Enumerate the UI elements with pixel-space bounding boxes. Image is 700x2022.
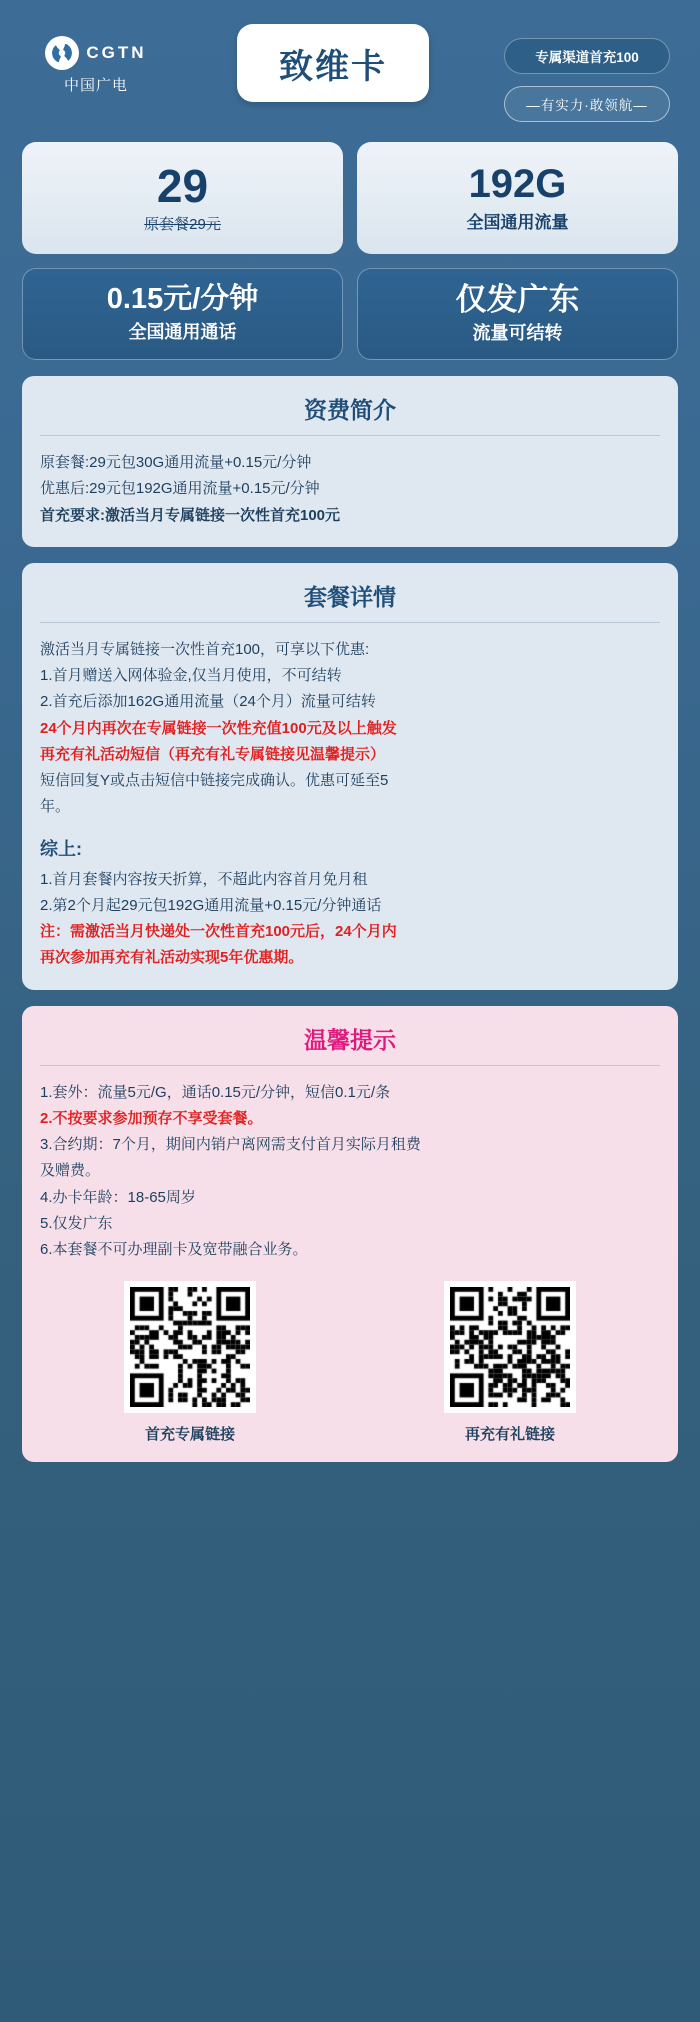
detail-line-highlight: 再充有礼活动短信（再充有礼专属链接见温馨提示） [40,745,386,763]
qr-item[interactable] [124,1281,256,1444]
feature-voice-sub: 全国通用通话 [128,321,237,342]
card-title-box [237,24,429,102]
fee-panel-body [40,435,660,529]
detail-summary-note: 再次参加再充有礼活动实现5年优惠期。 [40,949,304,967]
detail-summary-line: 2.第2个月起29元包192G通用流量+0.15元/分钟通话 [40,896,382,914]
fee-line-requirement: 首充要求:激活当月专属链接一次性首充100元 [40,506,341,524]
detail-panel-title: 套餐详情 [304,583,396,610]
feature-card-region [357,268,678,360]
feature-voice-value: 0.15元/分钟 [106,282,259,315]
feature-data-sub: 全国通用流量 [466,212,569,232]
tips-line-warning: 2.不按要求参加预存不享受套餐。 [40,1109,263,1127]
brand-block [30,24,162,95]
feature-price-value: 29 [156,159,209,212]
qr-first-charge[interactable] [124,1281,256,1413]
qr-item[interactable] [444,1281,576,1444]
tips-line: 3.合约期：7个月，期间内销户离网需支付首月实际月租费 [40,1136,421,1153]
qr-recharge-gift-image [450,1287,570,1407]
detail-summary-heading: 综上: [40,838,82,859]
feature-card-voice [22,268,343,360]
page-title: 致维卡 [279,47,387,86]
fee-panel-title: 资费简介 [304,397,396,423]
qr-first-charge-label: 首充专属链接 [144,1426,235,1444]
feature-card-price [22,142,343,254]
feature-card-data [357,142,678,254]
feature-data-value: 192G [468,161,567,206]
fee-line: 优惠后:29元包192G通用流量+0.15元/分钟 [40,480,320,498]
tips-panel-title: 温馨提示 [304,1026,396,1053]
tips-panel-body [40,1065,660,1445]
detail-summary-line: 1.首月套餐内容按天折算，不超此内容首月免月租 [40,870,368,888]
tips-line: 及赠费。 [40,1162,101,1180]
fee-line: 原套餐:29元包30G通用流量+0.15元/分钟 [40,454,312,471]
header-badges [504,24,670,122]
brand-row [45,36,146,70]
detail-line: 2.首充后添加162G通用流量（24个月）流量可结转 [40,693,376,711]
brand-name: 中国广电 [63,77,128,94]
badge-first-charge: 专属渠道首充100 [504,38,670,74]
detail-line-highlight: 24个月内再次在专属链接一次性充值100元及以上触发 [40,719,397,737]
brand-logo-text: CGTN [86,43,147,62]
feature-price-sub: 原套餐29元 [144,215,221,233]
qr-first-charge-image [130,1287,250,1407]
tips-line: 1.套外：流量5元/G，通话0.15元/分钟，短信0.1元/条 [40,1083,391,1101]
detail-line: 年。 [40,798,71,816]
qr-recharge-gift[interactable] [444,1281,576,1413]
detail-panel-body [40,622,660,972]
detail-panel [22,563,678,990]
feature-region-sub: 流量可结转 [472,322,563,343]
tips-line: 5.仅发广东 [40,1214,113,1232]
broadcast-logo-icon [45,36,79,70]
header [22,14,678,128]
tips-panel [22,1006,678,1463]
detail-summary-note: 注：需激活当月快递处一次性首充100元后，24个月内 [40,923,397,940]
tips-line: 4.办卡年龄：18-65周岁 [40,1188,196,1206]
detail-line: 短信回复Y或点击短信中链接完成确认。优惠可延至5 [40,772,389,789]
feature-region-value: 仅发广东 [455,281,580,317]
detail-line: 激活当月专属链接一次性首充100，可享以下优惠: [40,640,370,658]
feature-grid [22,142,678,360]
fee-panel [22,376,678,547]
badge-slogan: —有实力·敢领航— [504,86,670,122]
qr-recharge-gift-label: 再充有礼链接 [464,1426,555,1444]
detail-line: 1.首月赠送入网体验金,仅当月使用，不可结转 [40,667,342,684]
qr-row [40,1281,660,1444]
tips-line: 6.本套餐不可办理副卡及宽带融合业务。 [40,1241,308,1258]
